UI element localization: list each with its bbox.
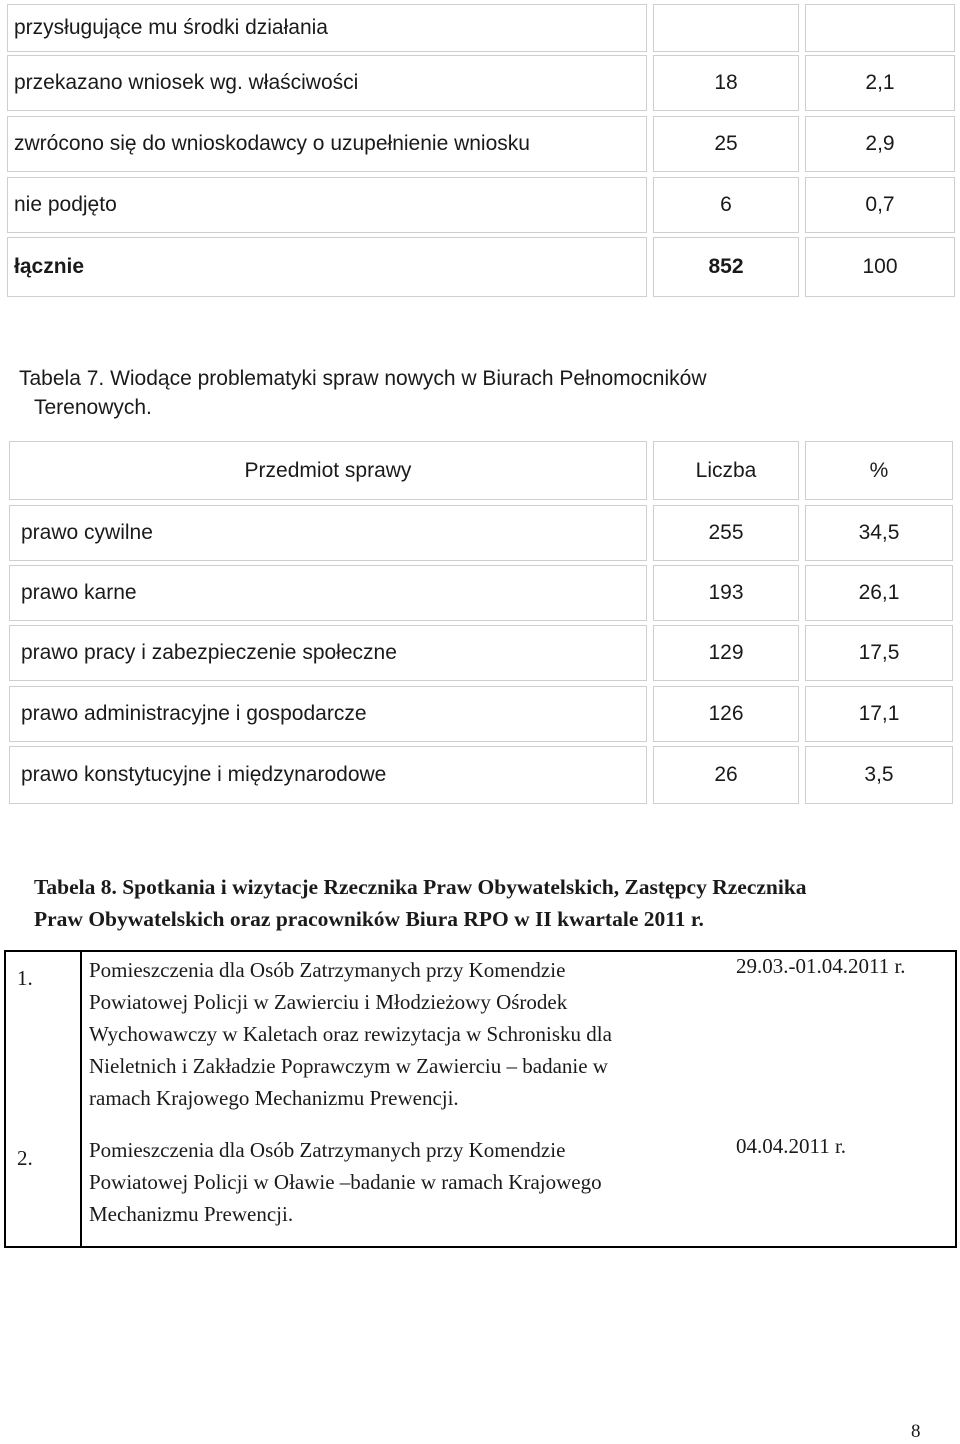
table-row-total <box>7 237 647 297</box>
subject: prawo pracy i zabezpieczenie społeczne <box>21 641 397 664</box>
subject: prawo karne <box>21 581 137 604</box>
header-label: Liczba <box>695 458 757 482</box>
table7-caption-line1: Tabela 7. Wiodące problematyki spraw nowych w Biurach Pełnomocników <box>19 367 707 390</box>
header-subject <box>9 441 647 500</box>
description-line: Nieletnich i Zakładzie Poprawczym w Zawierciu – badanie w <box>89 1054 608 1078</box>
total-count: 852 <box>708 255 744 278</box>
table-row <box>7 116 647 172</box>
row-label: przekazano wniosek wg. właściwości <box>14 71 359 94</box>
table-row <box>9 565 647 621</box>
row-number: 2. <box>17 1146 33 1170</box>
count-value: 126 <box>708 702 744 725</box>
table8-caption-line2: Praw Obywatelskich oraz pracowników Biura RPO w II kwartale 2011 r. <box>34 907 704 931</box>
row-description <box>89 954 612 1114</box>
header-percent <box>805 441 953 500</box>
table7-caption-line2: Terenowych. <box>34 396 152 419</box>
description-line: Pomieszczenia dla Osób Zatrzymanych przy Komendzie <box>89 1138 566 1162</box>
table-row <box>7 4 647 52</box>
description-line: Pomieszczenia dla Osób Zatrzymanych przy Komendzie <box>89 958 566 982</box>
count-value: 255 <box>708 521 744 544</box>
count-cell <box>653 4 799 52</box>
count-cell <box>653 565 799 621</box>
percent-value: 2,9 <box>865 132 895 155</box>
percent-value: 26,1 <box>858 581 900 604</box>
percent-value: 3,5 <box>864 763 894 786</box>
description-line: ramach Krajowego Mechanizmu Prewencji. <box>89 1086 459 1110</box>
count-cell <box>653 625 799 681</box>
percent-value: 0,7 <box>865 193 895 216</box>
percent-value: 17,1 <box>858 702 900 725</box>
percent-cell <box>805 177 955 233</box>
count-cell <box>653 177 799 233</box>
count-cell <box>653 55 799 111</box>
count-value: 25 <box>714 132 738 155</box>
table-border-left <box>4 950 6 1248</box>
count-value: 129 <box>708 641 744 664</box>
count-cell <box>653 746 799 804</box>
description-line: Mechanizmu Prewencji. <box>89 1202 294 1226</box>
description-line: Powiatowej Policji w Oławie –badanie w ramach Krajowego <box>89 1170 602 1194</box>
total-percent: 100 <box>862 255 898 278</box>
row-label: zwrócono się do wnioskodawcy o uzupełnienie wniosku <box>14 132 530 155</box>
count-value: 18 <box>714 71 738 94</box>
column-divider <box>80 950 82 1248</box>
percent-cell <box>805 565 953 621</box>
percent-cell <box>805 686 953 742</box>
percent-cell <box>805 625 953 681</box>
table-row <box>9 625 647 681</box>
table-row <box>9 505 647 561</box>
header-label: Przedmiot sprawy <box>244 458 412 482</box>
table-row <box>7 55 647 111</box>
table-row <box>9 686 647 742</box>
count-value: 193 <box>708 581 744 604</box>
count-cell <box>653 686 799 742</box>
header-count <box>653 441 799 500</box>
percent-cell <box>805 237 955 297</box>
percent-cell <box>805 116 955 172</box>
description-line: Powiatowej Policji w Zawierciu i Młodzieżowy Ośrodek <box>89 990 568 1014</box>
percent-value: 17,5 <box>858 641 900 664</box>
percent-value: 34,5 <box>858 521 900 544</box>
count-cell <box>653 505 799 561</box>
row-date: 29.03.-01.04.2011 r. <box>736 954 906 978</box>
table8-caption-line1: Tabela 8. Spotkania i wizytacje Rzecznika Praw Obywatelskich, Zastępcy Rzecznika <box>34 875 807 899</box>
count-value: 26 <box>714 763 738 786</box>
total-label: łącznie <box>14 255 85 278</box>
percent-cell <box>805 746 953 804</box>
row-number: 1. <box>17 966 33 990</box>
row-label: przysługujące mu środki działania <box>14 16 328 39</box>
count-cell <box>653 116 799 172</box>
description-line: Wychowawczy w Kaletach oraz rewizytacja w Schronisku dla <box>89 1022 612 1046</box>
percent-cell <box>805 505 953 561</box>
percent-value: 2,1 <box>865 71 895 94</box>
table-row <box>9 746 647 804</box>
row-date: 04.04.2011 r. <box>736 1134 847 1158</box>
percent-cell <box>805 4 955 52</box>
table-border-right <box>955 950 957 1248</box>
table-border-bottom <box>4 1246 957 1248</box>
page-number: 8 <box>911 1421 921 1442</box>
count-value: 6 <box>720 193 732 216</box>
row-description <box>89 1134 602 1230</box>
subject: prawo cywilne <box>21 521 153 544</box>
count-cell <box>653 237 799 297</box>
row-label: nie podjęto <box>14 193 117 216</box>
table-row <box>7 177 647 233</box>
header-label: % <box>869 458 889 482</box>
subject: prawo administracyjne i gospodarcze <box>21 702 367 725</box>
percent-cell <box>805 55 955 111</box>
subject: prawo konstytucyjne i międzynarodowe <box>21 763 387 786</box>
